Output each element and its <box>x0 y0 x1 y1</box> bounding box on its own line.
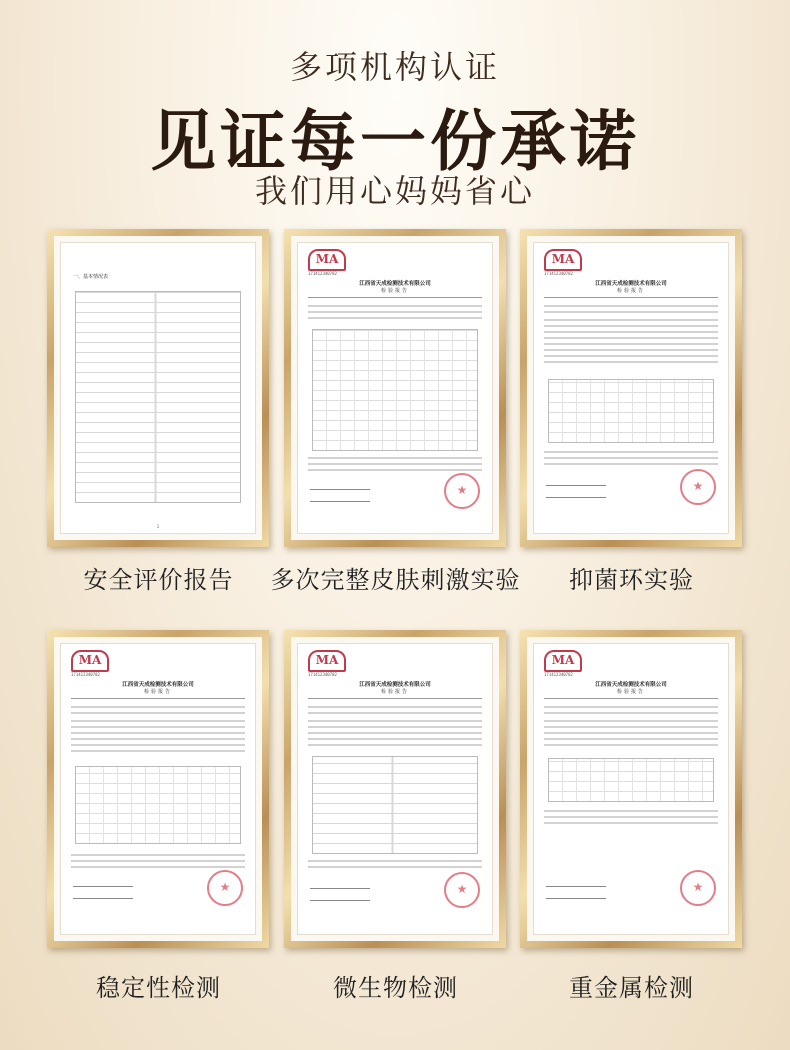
report-type: 检验报告 <box>380 689 409 695</box>
cma-number: 171412340782 <box>544 271 573 276</box>
certificate-safety-evaluation <box>47 229 269 547</box>
results-table <box>75 766 241 844</box>
signature-line <box>310 483 370 490</box>
signature-line <box>310 882 370 889</box>
seal-stamp <box>680 870 716 906</box>
document-page <box>533 643 729 935</box>
caption-antibacterial-ring: 抑菌环实验 <box>569 566 694 594</box>
seal-stamp <box>680 469 716 505</box>
cma-logo: MA <box>71 650 109 672</box>
signature-line <box>310 495 370 502</box>
cma-logo: MA <box>308 249 346 271</box>
org-name: 江西省天成检测技术有限公司 <box>595 682 667 688</box>
cma-number: 171412340782 <box>71 672 100 677</box>
caption-heavy-metals: 重金属检测 <box>569 974 694 1002</box>
main-title: 见证每一份承诺 <box>150 103 640 180</box>
cma-number: 171412340782 <box>544 672 573 677</box>
subtitle-bottom: 我们用心妈妈省心 <box>254 172 535 210</box>
certificate-stability <box>47 630 269 948</box>
results-table <box>548 758 714 802</box>
signature-line <box>546 479 606 486</box>
info-table <box>75 291 241 503</box>
org-name: 江西省天成检测技术有限公司 <box>122 682 194 688</box>
results-table <box>312 329 478 451</box>
cma-logo: MA <box>544 249 582 271</box>
org-name: 江西省天成检测技术有限公司 <box>595 281 667 287</box>
cma-number: 171412340782 <box>308 672 337 677</box>
org-name: 江西省天成检测技术有限公司 <box>359 682 431 688</box>
signature-line <box>546 892 606 899</box>
document-page <box>60 643 256 935</box>
certificate-heavy-metals <box>520 630 742 948</box>
document-page <box>533 242 729 534</box>
signature-line <box>546 880 606 887</box>
caption-microbiology: 微生物检测 <box>333 974 458 1002</box>
caption-stability: 稳定性检测 <box>96 974 221 1002</box>
signature-line <box>73 880 133 887</box>
document-page <box>297 242 493 534</box>
signature-line <box>310 894 370 901</box>
document-page <box>297 643 493 935</box>
signature-line <box>73 892 133 899</box>
report-type: 检验报告 <box>380 288 409 294</box>
page-number: 1 <box>156 524 160 529</box>
report-type: 检验报告 <box>616 689 645 695</box>
caption-safety-evaluation: 安全评价报告 <box>83 566 234 594</box>
certificate-microbiology <box>284 630 506 948</box>
caption-skin-irritation: 多次完整皮肤刺激实验 <box>270 566 521 594</box>
seal-stamp <box>444 872 480 908</box>
cma-number: 171412340782 <box>308 271 337 276</box>
cma-logo: MA <box>544 650 582 672</box>
signature-line <box>546 491 606 498</box>
seal-stamp <box>444 473 480 509</box>
cma-logo: MA <box>308 650 346 672</box>
document-page <box>60 242 256 534</box>
certificate-skin-irritation <box>284 229 506 547</box>
certificate-antibacterial-ring <box>520 229 742 547</box>
results-table <box>548 379 714 443</box>
doc-heading: 一、基本情况表 <box>73 274 109 280</box>
results-table <box>312 756 478 854</box>
org-name: 江西省天成检测技术有限公司 <box>359 281 431 287</box>
seal-stamp <box>207 870 243 906</box>
report-type: 检验报告 <box>616 288 645 294</box>
subtitle-top: 多项机构认证 <box>289 48 500 86</box>
report-type: 检验报告 <box>143 689 172 695</box>
